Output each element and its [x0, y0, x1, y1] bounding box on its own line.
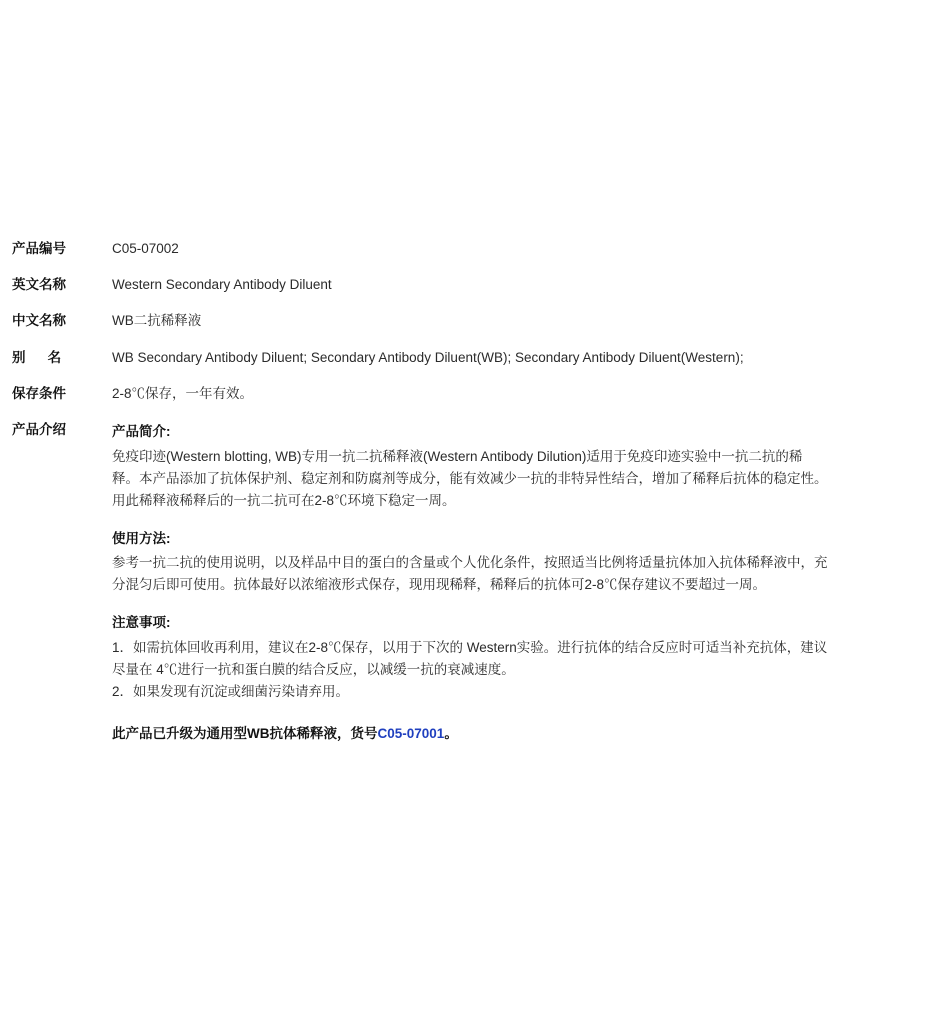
- spec-table-body: [12, 240, 905, 762]
- section-precautions-line-1: 1．如需抗体回收再利用，建议在2-8℃保存，以用于下次的 Western实验。进行抗体的结合反应时可适当补充抗体，建议: [112, 639, 828, 655]
- section-precautions-line-3: 2．如果发现有沉淀或细菌污染请弃用。: [112, 683, 350, 699]
- section-usage-line-2: 分混匀后即可使用。抗体最好以浓缩液形式保存，现用现稀释，稀释后的抗体可2-8℃保存建议不要超过一周。: [112, 577, 767, 593]
- section-body-brief: [112, 446, 905, 512]
- section-body-precautions: [112, 637, 905, 703]
- label-chinese-name: 中文名称: [12, 313, 66, 329]
- section-title-precautions: 注意事项:: [112, 615, 171, 631]
- upgrade-product-code-link[interactable]: C05-07001: [377, 725, 445, 741]
- upgrade-notice-suffix: 。: [444, 725, 458, 741]
- table-row-alias: [12, 349, 905, 385]
- section-precautions: [112, 612, 905, 702]
- section-body-usage: [112, 552, 905, 596]
- table-row-product-code: [12, 240, 905, 276]
- label-storage-conditions: 保存条件: [12, 385, 66, 401]
- label-product-code: 产品编号: [12, 241, 66, 256]
- table-row-storage: [12, 385, 905, 421]
- table-row-english-name: [12, 276, 905, 312]
- value-storage-conditions: 2-8℃保存，一年有效。: [112, 385, 254, 401]
- upgrade-notice: [112, 723, 905, 745]
- table-row-introduction: [12, 421, 905, 762]
- value-english-name: Western Secondary Antibody Diluent: [112, 277, 332, 293]
- section-title-usage: 使用方法:: [112, 530, 171, 546]
- value-chinese-name: WB二抗稀释液: [112, 313, 202, 329]
- table-row-chinese-name: [12, 312, 905, 348]
- section-title-brief: 产品简介:: [112, 424, 171, 440]
- upgrade-notice-prefix: 此产品已升级为通用型WB抗体稀释液，货号: [112, 725, 378, 741]
- label-alias: 别 名: [12, 349, 66, 365]
- product-spec-table: [12, 240, 905, 762]
- section-brief-line-3: 用此稀释液稀释后的一抗二抗可在2-8℃环境下稳定一周。: [112, 492, 456, 508]
- section-usage: [112, 528, 905, 597]
- section-brief-line-1: 免疫印迹(Western blotting, WB)专用一抗二抗稀释液(Western Antibody Dilution)适用于免疫印迹实验中一抗二抗的稀: [112, 448, 803, 464]
- value-alias: WB Secondary Antibody Diluent; Secondary Antibody Diluent(WB); Secondary Antibody Diluent(Western);: [112, 349, 744, 365]
- label-product-introduction: 产品介绍: [12, 422, 66, 438]
- value-product-code: C05-07002: [112, 241, 179, 256]
- label-english-name: 英文名称: [12, 277, 66, 293]
- section-precautions-line-2: 尽量在 4℃进行一抗和蛋白膜的结合反应，以减缓一抗的衰减速度。: [112, 661, 515, 677]
- section-brief: [112, 421, 905, 511]
- section-usage-line-1: 参考一抗二抗的使用说明，以及样品中目的蛋白的含量或个人优化条件，按照适当比例将适量抗体加入抗体稀释液中，充: [112, 555, 828, 571]
- product-introduction-content: [112, 421, 905, 762]
- section-brief-line-2: 释。本产品添加了抗体保护剂、稳定剂和防腐剂等成分，能有效减少一抗的非特异性结合，增加了稀释后抗体的稳定性。: [112, 470, 828, 486]
